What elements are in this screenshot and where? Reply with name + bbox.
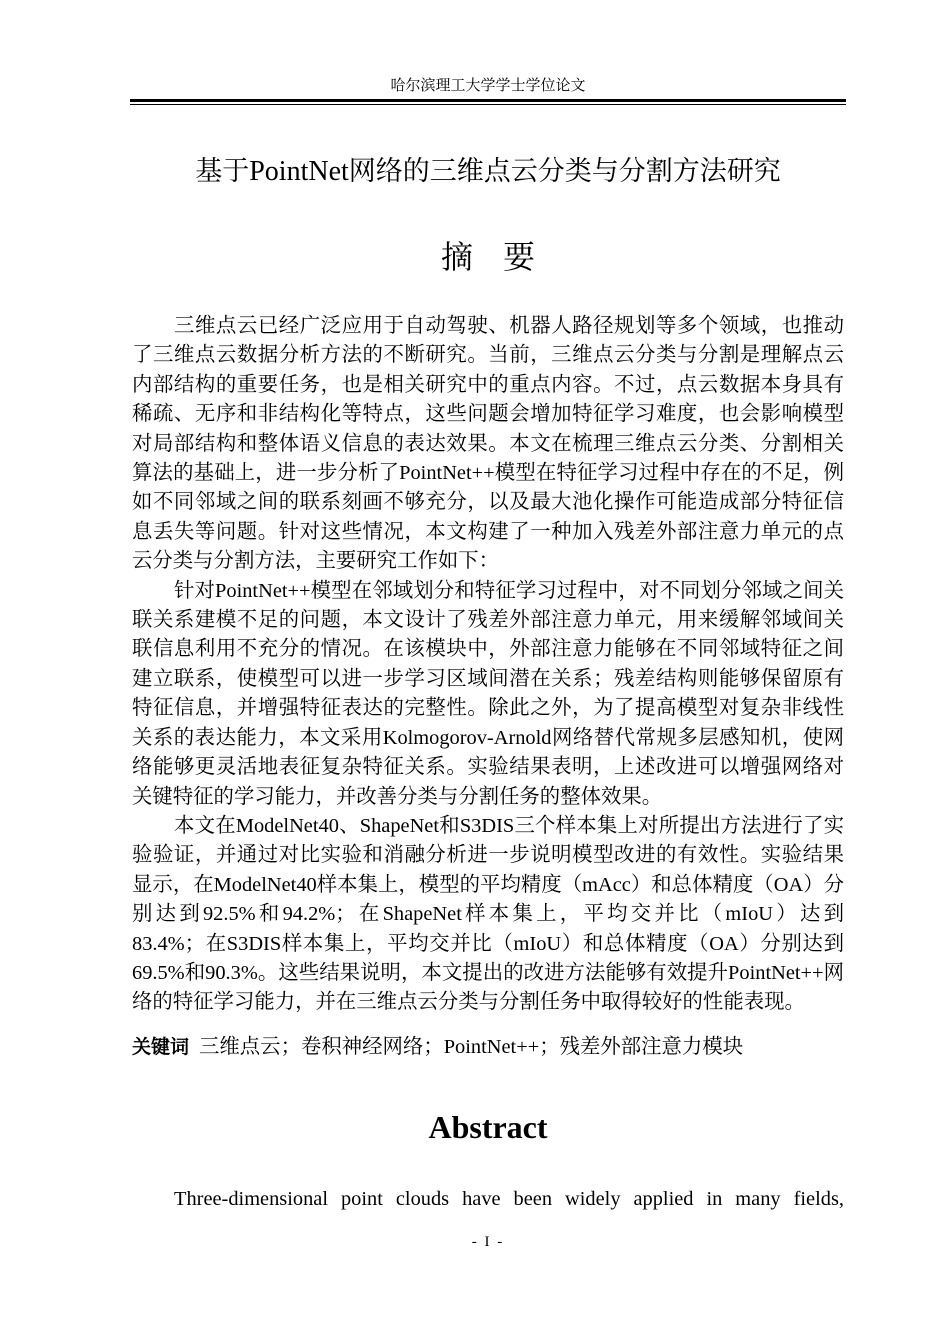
abstract-body-en: Three-dimensional point clouds have been widely applied in many fields,: [174, 1188, 844, 1210]
page-number: - I -: [471, 1234, 505, 1250]
keywords-label: 关键词: [132, 1036, 190, 1058]
abstract-paragraph-1: 三维点云已经广泛应用于自动驾驶、机器人路径规划等多个领域，也推动了三维点云数据分析方法的不断研究。当前，三维点云分类与分割是理解点云内部结构的重要任务，也是相关研究中的重点内容。不过，点云数据本身具有稀疏、无序和非结构化等特点，这些问题会增加特征学习难度，也会影响模型对局部结构和整体语义信息的表达效果。本文在梳理三维点云分类、分割相关算法的基础上，进一步分析了PointNet++模型在特征学习过程中存在的不足，例如不同邻域之间的联系刻画不够充分，以及最大池化操作可能造成部分特征信息丢失等问题。针对这些情况，本文构建了一种加入残差外部注意力单元的点云分类与分割方法，主要研究工作如下：: [132, 315, 844, 573]
abstract-body-cn: [132, 312, 844, 1018]
title-latin: PointNet: [249, 156, 349, 187]
abstract-paragraph-2: 针对PointNet++模型在邻域划分和特征学习过程中，对不同划分邻域之间关联关系建模不足的问题，本文设计了残差外部注意力单元，用来缓解邻域间关联信息利用不充分的情况。在该模块中，外部注意力能够在不同邻域特征之间建立联系，使模型可以进一步学习区域间潜在关系；残差结构则能够保留原有特征信息，并增强特征表达的完整性。除此之外，为了提高模型对复杂非线性关系的表达能力，本文采用Kolmogorov-Arnold网络替代常规多层感知机，使网络能够更灵活地表征复杂特征关系。实验结果表明，上述改进可以增强网络对关键特征的学习能力，并改善分类与分割任务的整体效果。: [132, 579, 844, 808]
header-rule-thin: [130, 104, 846, 105]
header-rule-thick: [130, 99, 846, 102]
running-header: 哈尔滨理工大学学士学位论文: [390, 78, 586, 94]
keywords-text: 三维点云；卷积神经网络；PointNet++；残差外部注意力模块: [199, 1036, 744, 1058]
title-suffix: 网络的三维点云分类与分割方法研究: [348, 156, 781, 187]
abstract-paragraph-3: 本文在ModelNet40、ShapeNet和S3DIS三个样本集上对所提出方法进行了实验验证，并通过对比实验和消融分析进一步说明模型改进的有效性。实验结果显示，在ModelNet40样本集上，模型的平均精度（mAcc）和总体精度（OA）分别达到92.5%和94.2%；在ShapeNet样本集上，平均交并比（mIoU）达到83.4%；在S3DIS样本集上，平均交并比（mIoU）和总体精度（OA）分别达到69.5%和90.3%。这些结果说明，本文提出的改进方法能够有效提升PointNet++网络的特征学习能力，并在三维点云分类与分割任务中取得较好的性能表现。: [132, 814, 844, 1014]
abstract-heading-cn: 摘要: [440, 238, 565, 276]
keywords-line: [132, 1033, 844, 1062]
title-prefix: 基于: [195, 156, 250, 187]
abstract-heading-en: Abstract: [428, 1109, 548, 1145]
thesis-title: [130, 154, 846, 190]
